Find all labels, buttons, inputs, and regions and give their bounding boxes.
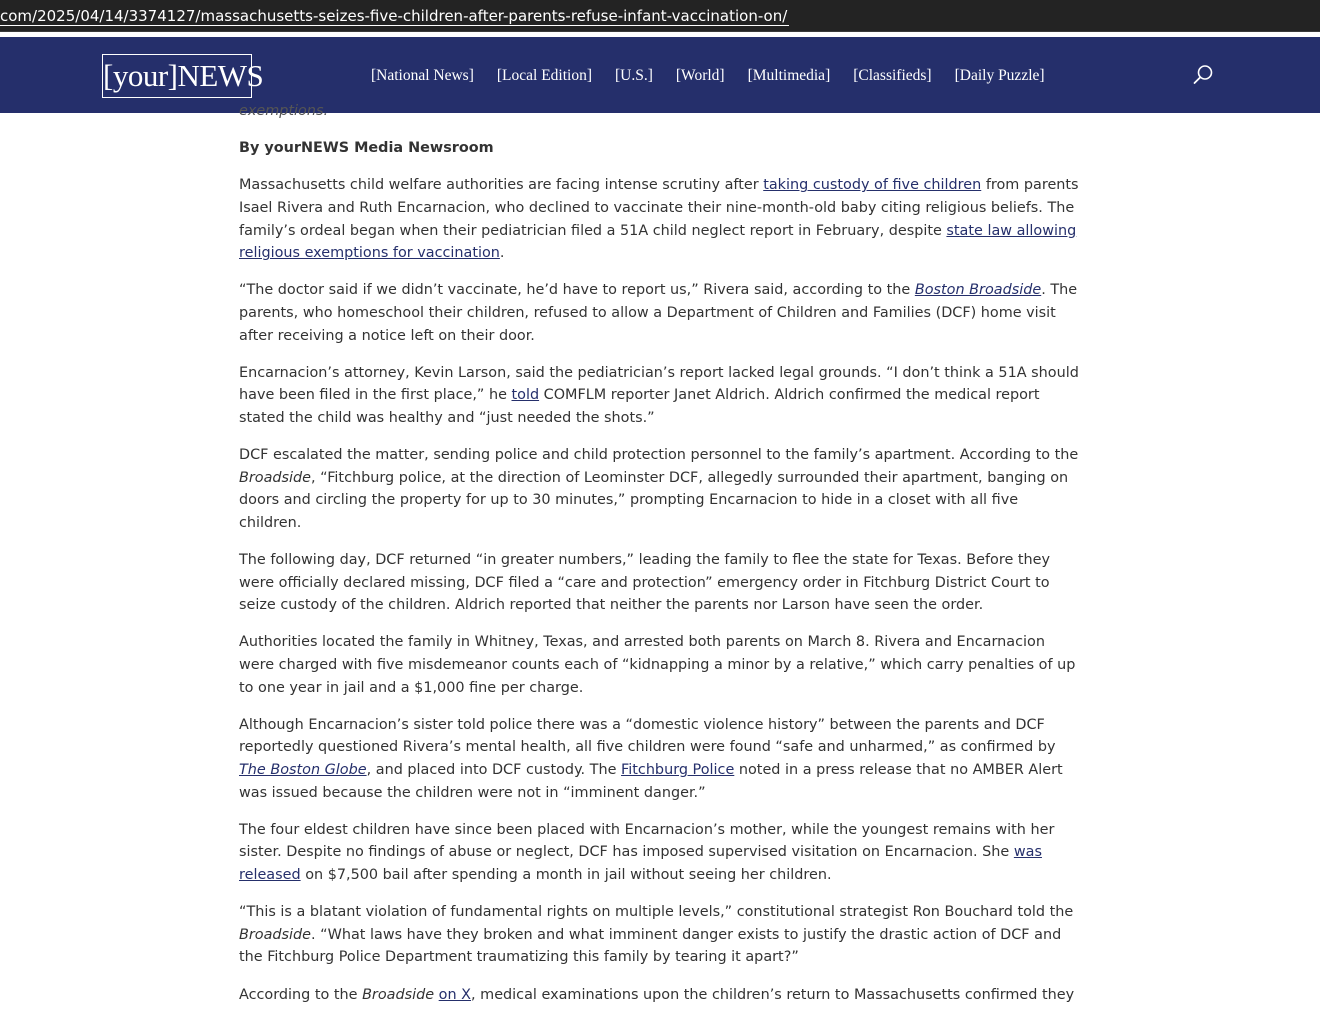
nav-daily-puzzle[interactable]: [Daily Puzzle] [954, 67, 1045, 84]
article-link[interactable]: The Boston Globe [239, 762, 367, 778]
article-paragraph [239, 279, 1084, 347]
text-run: Encarnacion’s attorney, Kevin Larson, said the pediatrician’s report lacked legal grounds. “I don’t think a 51A should have been filed in the first place,” he [239, 364, 1079, 404]
article-paragraph [239, 714, 1084, 804]
text-run: Although Encarnacion’s sister told police there was a “domestic violence history” between the parents and DCF reportedly questioned Rivera’s mental health, all five children were found “safe and unharmed,” as confirmed by [239, 716, 1056, 756]
article-paragraph [239, 362, 1084, 430]
article-link[interactable]: was released [239, 844, 1042, 883]
nav-local-edition[interactable]: [Local Edition] [496, 67, 592, 84]
byline: By yourNEWS Media Newsroom [239, 140, 494, 157]
text-run: Authorities located the family in Whitney, Texas, and arrested both parents on March 8. Rivera and Encarnacion were charged with five misdemeanor counts each of “kidnapping a minor by a relative,” which carry penalties of up to one year in jail and a $1,000 fine per charge. [239, 634, 1076, 696]
text-run: , medical examinations upon the children’s return to Massachusetts confirmed they [471, 986, 1075, 1003]
text-run: “The doctor said if we didn’t vaccinate, he’d have to report us,” Rivera said, according to the [239, 282, 915, 299]
article-paragraphs [239, 174, 1084, 1006]
text-run: on $7,500 bail after spending a month in jail without seeing her children. [300, 866, 832, 883]
url-text[interactable]: com/2025/04/14/3374127/massachusetts-seizes-five-children-after-parents-refuse-infant-vaccination-on/ [0, 7, 788, 25]
article-paragraph [239, 174, 1084, 264]
text-run: noted in a press release that no AMBER Alert was issued because the children were not in “imminent danger.” [239, 762, 1063, 801]
text-run: . “What laws have they broken and what imminent danger exists to justify the drastic action of DCF and the Fitchburg Police Department traumatizing this family by tearing it apart?” [239, 926, 1062, 966]
main-nav [371, 65, 1068, 87]
article-link[interactable]: on X [438, 986, 472, 1003]
nav-multimedia[interactable]: [Multimedia] [747, 67, 831, 84]
site-logo[interactable]: [your]NEWS [102, 54, 252, 98]
text-run: . The parents, who homeschool their children, refused to allow a Department of Children and Families (DCF) home visit after receiving a notice left on their door. [239, 282, 1078, 344]
text-run: The four eldest children have since been placed with Encarnacion’s mother, while the youngest remains with her sister. Despite no findings of abuse or neglect, DCF has imposed supervised visitation on Encarnacion. She [239, 821, 1055, 861]
text-run: According to the [239, 986, 363, 1003]
text-run: . [499, 245, 505, 262]
text-run: “This is a blatant violation of fundamental rights on multiple levels,” constitutional strategist Ron Bouchard told the [239, 904, 1074, 921]
article-link[interactable]: state law allowing religious exemptions for vaccination [239, 222, 1077, 262]
text-run: , “Fitchburg police, at the direction of Leominster DCF, allegedly surrounded their apartment, banging on doors and circling the property for up to 30 minutes,” prompting Encarnacion to hide in a closet with all five children. [239, 469, 1069, 531]
search-icon[interactable] [1191, 63, 1215, 87]
text-run: DCF escalated the matter, sending police and child protection personnel to the family’s apartment. According to the [239, 447, 1079, 464]
nav-national-news[interactable]: [National News] [371, 67, 474, 84]
browser-url-bar[interactable] [0, 0, 1320, 32]
article-link[interactable]: Boston Broadside [914, 282, 1042, 299]
italic-text: Broadside [239, 926, 312, 943]
article-paragraph [239, 631, 1084, 699]
article-link[interactable]: taking custody of five children [763, 177, 982, 194]
nav-world[interactable]: [World] [675, 67, 725, 84]
article-paragraph [239, 819, 1084, 887]
article-paragraph [239, 901, 1084, 969]
article-paragraph [239, 549, 1084, 617]
nav-classifieds[interactable]: [Classifieds] [853, 67, 932, 84]
article-body [239, 100, 1084, 1021]
text-run: from parents Isael Rivera and Ruth Encarnacion, who declined to vaccinate their nine-month-old baby citing religious beliefs. The family’s ordeal began when their pediatrician filed a 51A child neglect report in February, despite [239, 177, 1079, 239]
text-run: , and placed into DCF custody. The [366, 762, 622, 778]
article-link[interactable]: Fitchburg Police [621, 762, 735, 778]
article-intro-tail: exemptions. [239, 103, 329, 119]
text-run: The following day, DCF returned “in greater numbers,” leading the family to flee the state for Texas. Before they were officially declared missing, DCF filed a “care and protection” emergency order in Fitchburg District Court to seize custody of the children. Aldrich reported that neither the parents nor Larson have seen the order. [239, 552, 1051, 614]
article-paragraph [239, 984, 1084, 1007]
italic-text: Broadside [362, 986, 435, 1003]
italic-text: Broadside [239, 469, 312, 486]
article-paragraph [239, 444, 1084, 534]
article-link[interactable]: told [511, 387, 540, 404]
text-run: COMFLM reporter Janet Aldrich. Aldrich confirmed the medical report stated the child was healthy and “just needed the shots.” [239, 387, 1040, 426]
nav-us[interactable]: [U.S.] [615, 67, 653, 84]
text-run: Massachusetts child welfare authorities are facing intense scrutiny after [239, 177, 764, 194]
